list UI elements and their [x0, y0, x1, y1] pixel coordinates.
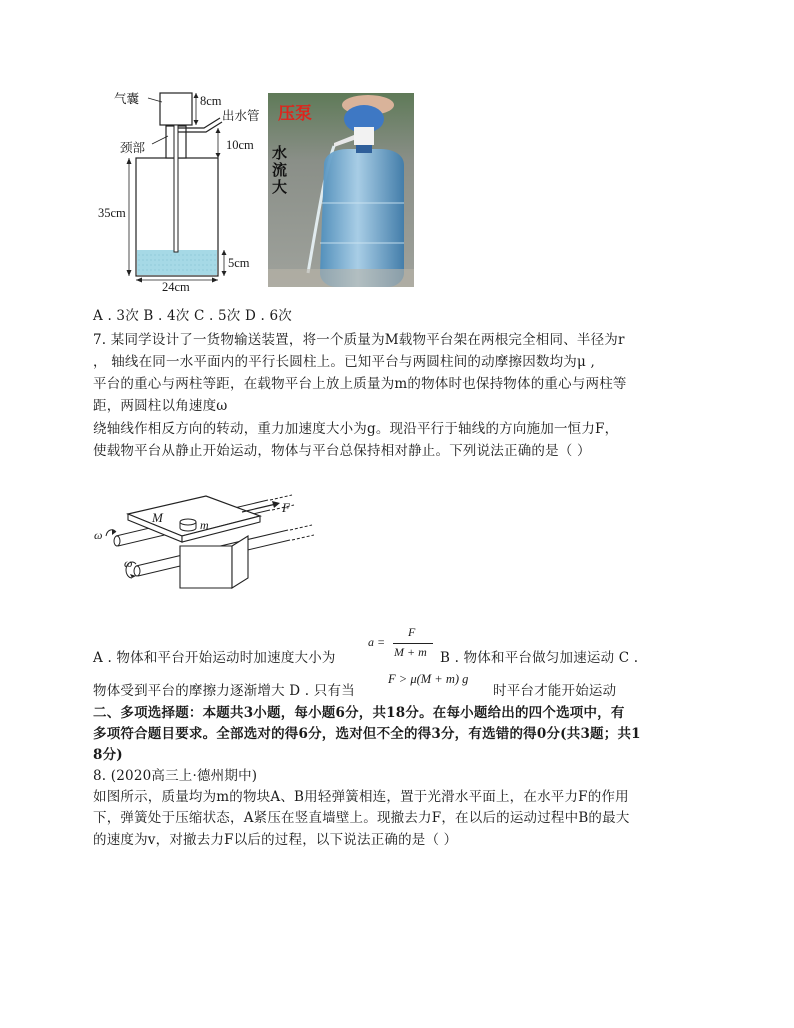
- q7-option-b-c: B . 物体和平台做匀加速运动 C .: [440, 650, 639, 666]
- label-8cm: 8cm: [200, 94, 222, 108]
- q8-source: 8. (2020高三上·德州期中): [93, 768, 258, 784]
- q7-line-6: 使载物平台从静止开始运动，物体与平台总保持相对静止。下列说法正确的是（ ）: [93, 443, 591, 459]
- label-neck: 颈部: [120, 141, 146, 155]
- flow-label-char-3: 大: [272, 178, 288, 196]
- flow-label: [272, 145, 290, 196]
- flow-label-char-1: 水: [272, 144, 288, 162]
- fraction-bar: [393, 643, 433, 644]
- q7-option-a-prefix: A . 物体和平台开始运动时加速度大小为: [93, 650, 336, 666]
- label-M: M: [152, 510, 163, 525]
- q7-line-2: ， 轴线在同一水平面内的平行长圆柱上。已知平台与两圆柱间的动摩擦因数均为μ ,: [93, 354, 595, 370]
- label-airbag: 气囊: [114, 92, 140, 106]
- formula-lhs: a =: [368, 635, 386, 649]
- label-10cm: 10cm: [226, 138, 254, 152]
- q7-line-4: 距，两圆柱以角速度ω: [93, 398, 228, 414]
- label-omega-front: ω: [124, 556, 133, 570]
- formula-denominator: M + m: [394, 645, 427, 659]
- q7-option-c-text: 物体受到平台的摩擦力逐渐增大 D . 只有当: [93, 683, 355, 699]
- q7-line-1: 7. 某同学设计了一货物输送装置，将一个质量为M载物平台架在两根完全相同、半径为r: [93, 332, 625, 348]
- pump-photo-label: 压泵: [278, 104, 312, 124]
- platform-cylinders-figure: [92, 484, 314, 602]
- q7-line-3: 平台的重心与两柱等距，在载物平台上放上质量为m的物体时也保持物体的重心与两柱等: [93, 376, 627, 392]
- label-24cm: 24cm: [162, 280, 190, 294]
- q7-option-d-suffix: 时平台才能开始运动: [493, 683, 617, 699]
- section2-line-1: 二、多项选择题：本题共3小题，每小题6分，共18分。在每小题给出的四个选项中，有: [93, 705, 625, 721]
- section2-line-3: 8分): [93, 747, 123, 763]
- label-outlet-pipe: 出水管: [222, 109, 260, 123]
- label-omega-rear: ω: [94, 528, 103, 542]
- q8-line-2: 下，弹簧处于压缩状态，A紧压在竖直墙壁上。现撤去力F，在以后的运动过程中B的最大: [93, 810, 630, 826]
- formula-numerator: F: [408, 625, 416, 639]
- q6-options: A . 3次 B . 4次 C . 5次 D . 6次: [93, 308, 292, 324]
- pump-schematic-figure: [100, 84, 268, 296]
- q8-line-3: 的速度为v，对撤去力F以后的过程，以下说法正确的是（ ）: [93, 832, 458, 848]
- q8-line-1: 如图所示，质量均为m的物块A、B用轻弹簧相连，置于光滑水平面上，在水平力F的作用: [93, 789, 629, 805]
- acceleration-formula: [368, 625, 434, 665]
- label-F: F: [282, 500, 290, 515]
- water-region: [137, 250, 217, 275]
- q7-line-5: 绕轴线作相反方向的转动，重力加速度大小为g。现沿平行于轴线的方向施加一恒力F，: [93, 421, 619, 437]
- label-m: m: [200, 518, 209, 532]
- platform-cylinders-svg: [92, 484, 314, 602]
- water-pump-photo: [268, 93, 414, 287]
- condition-formula: F > μ(M + m) g: [388, 672, 469, 686]
- section2-line-2: 多项符合题目要求。全部选对的得6分，选对但不全的得3分，有选错的得0分(共3题；共1: [93, 726, 641, 742]
- flow-label-char-2: 流: [272, 161, 288, 179]
- label-5cm: 5cm: [228, 256, 250, 270]
- label-35cm: 35cm: [98, 206, 126, 220]
